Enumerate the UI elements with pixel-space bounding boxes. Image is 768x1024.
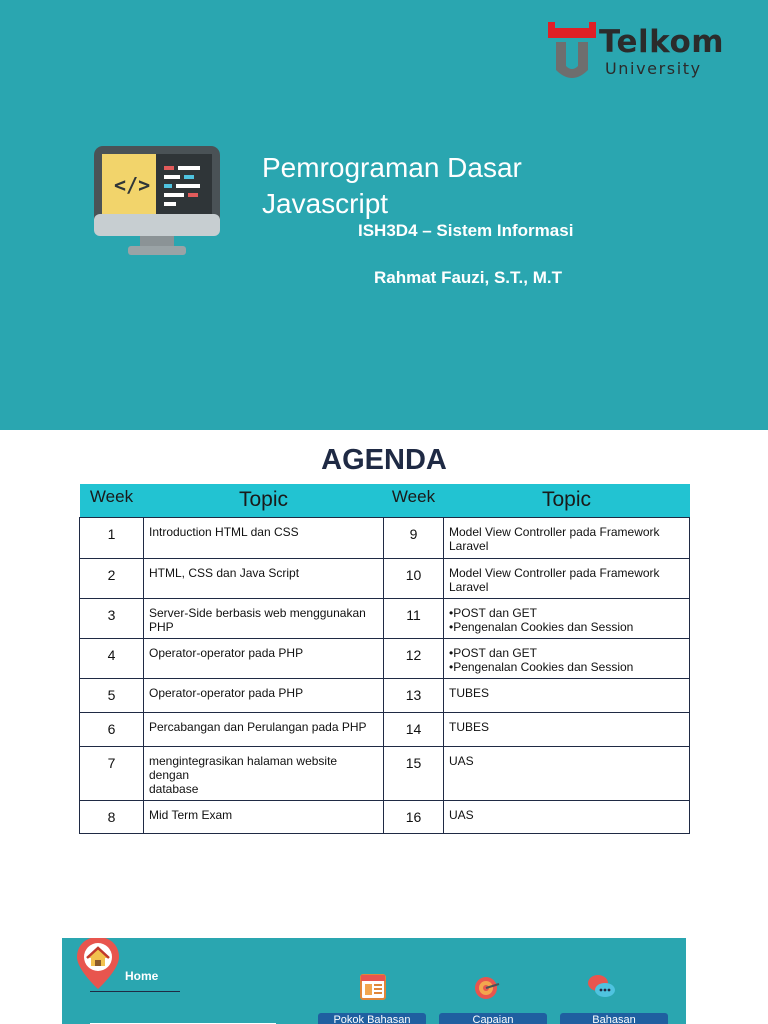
topic-cell: TUBES	[444, 678, 690, 712]
navigation-slide	[62, 938, 686, 1024]
topic-cell: •POST dan GET •Pengenalan Cookies dan Session	[444, 598, 690, 638]
table-row	[80, 598, 690, 638]
home-pin-icon[interactable]	[75, 938, 121, 991]
week-cell: 3	[80, 598, 144, 638]
agenda-title: AGENDA	[321, 444, 447, 476]
title-line-1: Pemrograman Dasar	[262, 152, 522, 183]
logo-subtitle: University	[605, 59, 702, 78]
topic-cell: UAS	[444, 746, 690, 800]
code-monitor-icon	[92, 146, 222, 264]
week-column-header: Week	[80, 484, 144, 517]
topic-column-header: Topic	[144, 484, 384, 517]
week-cell: 5	[80, 678, 144, 712]
table-row	[80, 638, 690, 678]
table-row	[80, 746, 690, 800]
course-code: ISH3D4 – Sistem Informasi	[358, 221, 574, 240]
topic-column-header: Topic	[444, 484, 690, 517]
week-cell: 7	[80, 746, 144, 800]
document-icon	[358, 972, 388, 1002]
table-row	[80, 678, 690, 712]
table-row	[80, 712, 690, 746]
week-column-header: Week	[384, 484, 444, 517]
capaian-button[interactable]: Capaian	[439, 1013, 547, 1024]
home-link[interactable]: Home	[125, 969, 159, 983]
topic-cell: Operator-operator pada PHP	[144, 638, 384, 678]
svg-text:</>: </>	[114, 173, 151, 197]
week-cell: 11	[384, 598, 444, 638]
topic-cell: •POST dan GET •Pengenalan Cookies dan Session	[444, 638, 690, 678]
topic-cell: Server-Side berbasis web menggunakan PHP	[144, 598, 384, 638]
table-row	[80, 800, 690, 833]
chat-bubbles-icon	[586, 972, 616, 1002]
week-cell: 12	[384, 638, 444, 678]
week-cell: 16	[384, 800, 444, 833]
topic-cell: UAS	[444, 800, 690, 833]
topic-cell: HTML, CSS dan Java Script	[144, 558, 384, 598]
topic-cell: Percabangan dan Perulangan pada PHP	[144, 712, 384, 746]
title-line-2: Javascript	[262, 188, 389, 219]
bahasan-button[interactable]: Bahasan	[560, 1013, 668, 1024]
table-row	[80, 517, 690, 558]
topic-cell: Mid Term Exam	[144, 800, 384, 833]
agenda-header-row	[80, 484, 690, 517]
week-cell: 10	[384, 558, 444, 598]
presentation-title	[262, 150, 642, 222]
week-cell: 8	[80, 800, 144, 833]
telkom-logo-icon	[548, 20, 596, 82]
topic-cell: Operator-operator pada PHP	[144, 678, 384, 712]
telkom-university-logo	[548, 20, 728, 82]
week-cell: 4	[80, 638, 144, 678]
week-cell: 6	[80, 712, 144, 746]
table-row	[80, 558, 690, 598]
author-name: Rahmat Fauzi, S.T., M.T	[374, 268, 562, 287]
topic-cell: TUBES	[444, 712, 690, 746]
agenda-table	[79, 484, 690, 834]
divider	[90, 991, 180, 992]
week-cell: 9	[384, 517, 444, 558]
topic-cell: Model View Controller pada Framework Laravel	[444, 517, 690, 558]
topic-cell: Model View Controller pada Framework Laravel	[444, 558, 690, 598]
week-cell: 15	[384, 746, 444, 800]
target-icon	[472, 972, 502, 1002]
week-cell: 14	[384, 712, 444, 746]
logo-name: Telkom	[599, 24, 725, 60]
topic-cell: Introduction HTML dan CSS	[144, 517, 384, 558]
week-cell: 13	[384, 678, 444, 712]
week-cell: 1	[80, 517, 144, 558]
title-slide	[0, 0, 768, 430]
pokok-bahasan-button[interactable]: Pokok Bahasan	[318, 1013, 426, 1024]
week-cell: 2	[80, 558, 144, 598]
topic-cell: mengintegrasikan halaman website dengan database	[144, 746, 384, 800]
